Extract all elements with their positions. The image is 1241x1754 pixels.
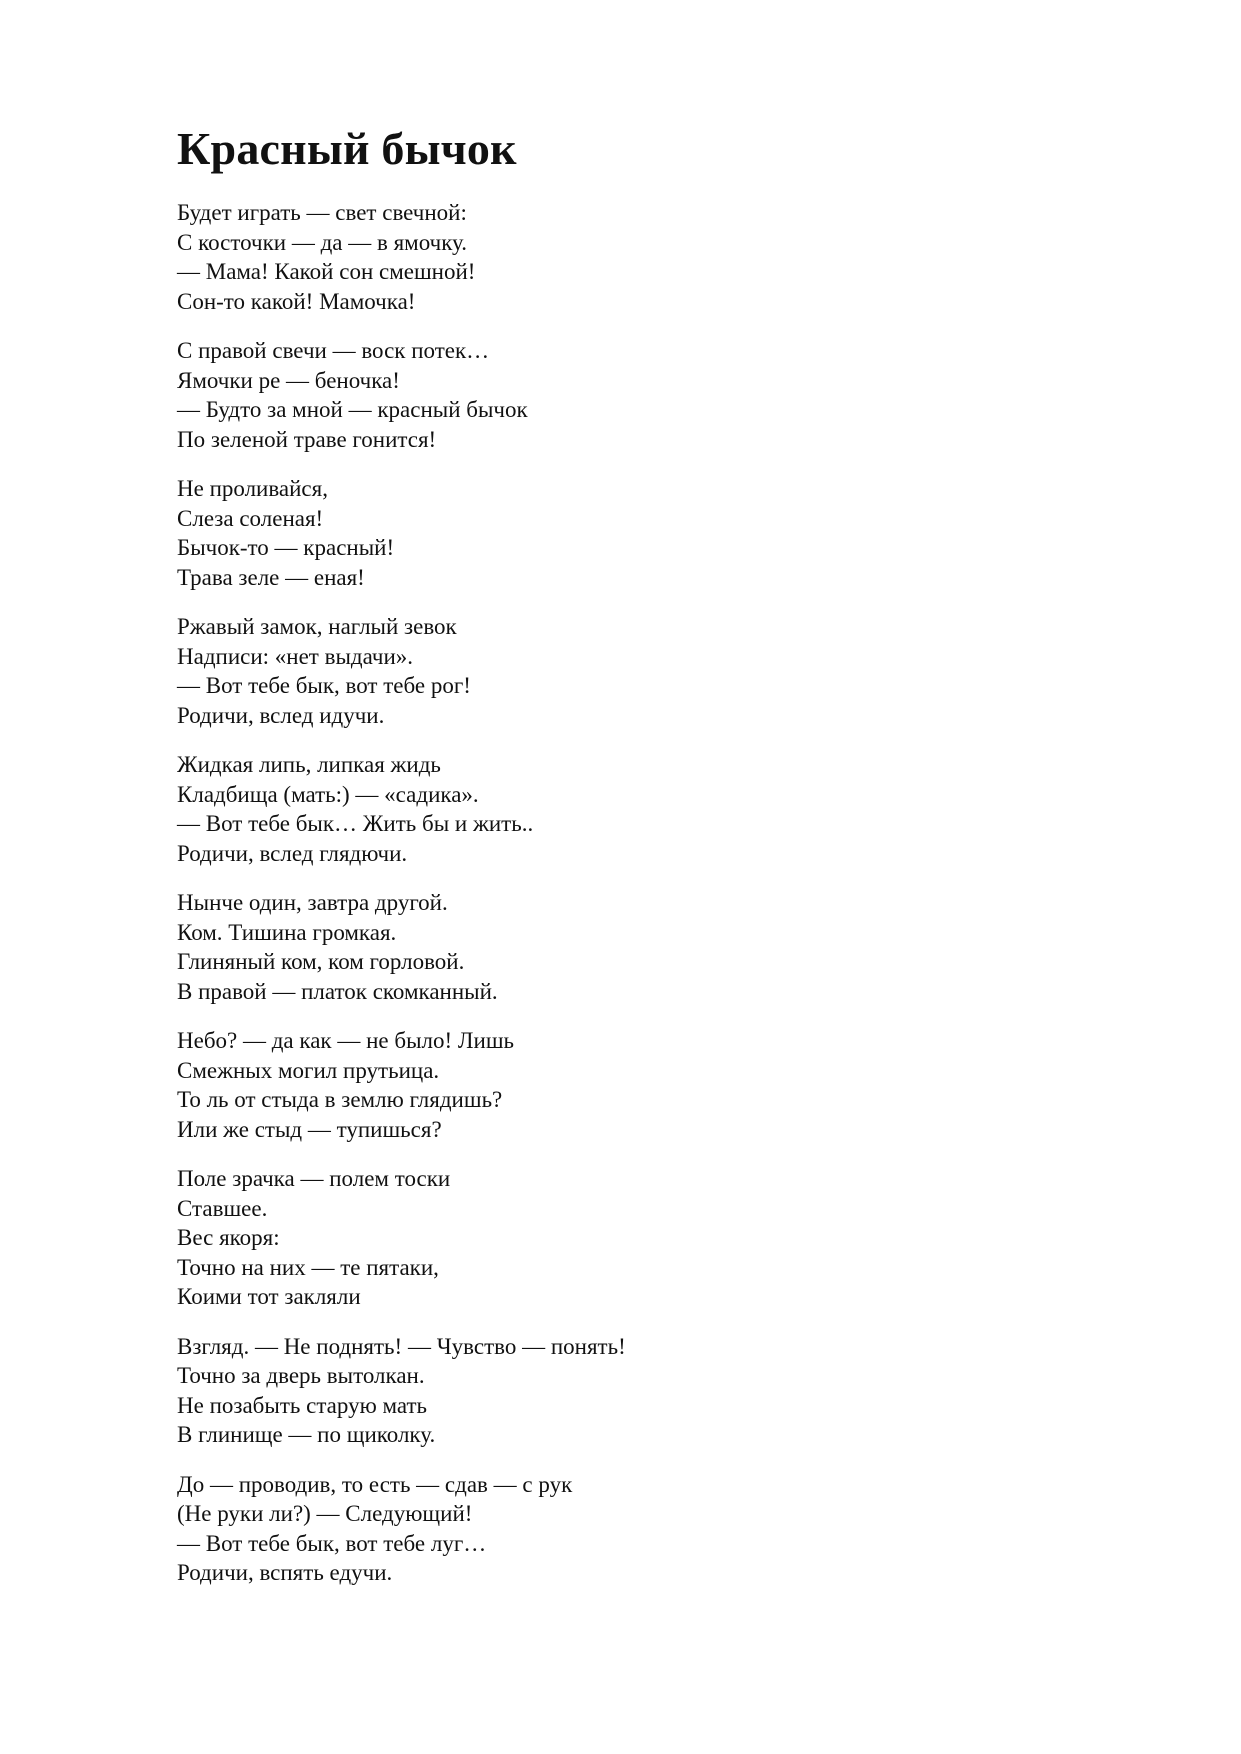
- poem-line: Трава зеле — еная!: [177, 564, 365, 590]
- poem-line: Не проливайся,: [177, 476, 328, 501]
- poem-line: Глиняный ком, ком горловой.: [177, 949, 465, 974]
- poem-line: Или же стыд — тупишься?: [177, 1116, 442, 1142]
- poem-line: Родичи, вспять едучи.: [177, 1560, 393, 1585]
- poem-line: Ком. Тишина громкая.: [177, 919, 397, 945]
- poem-title: Красный бычок: [177, 123, 517, 174]
- poem-line: Жидкая липь, липкая жидь: [177, 752, 441, 777]
- poem-line: До — проводив, то есть — сдав — с рук: [177, 1471, 573, 1497]
- poem-line: Ржавый замок, наглый зевок: [177, 614, 457, 639]
- poem-line: По зеленой траве гонится!: [177, 426, 437, 452]
- stanza: [177, 750, 1077, 868]
- poem-line: Смежных могил прутьица.: [177, 1057, 440, 1083]
- poem-line: В правой — платок скомканный.: [177, 978, 498, 1004]
- stanza: [177, 1470, 1077, 1588]
- poem-line: Бычок-то — красный!: [177, 535, 395, 560]
- poem-line: Будет играть — свет свечной:: [177, 200, 467, 225]
- stanza: [177, 1026, 1077, 1144]
- poem-line: Небо? — да как — не было! Лишь: [177, 1028, 515, 1053]
- poem-line: С правой свечи — воск потек…: [177, 338, 490, 363]
- poem-line: — Будто за мной — красный бычок: [177, 397, 528, 422]
- poem-line: Вес якоря:: [177, 1225, 280, 1250]
- poem-line: — Вот тебе бык, вот тебе рог!: [177, 673, 471, 698]
- stanza: [177, 1164, 1077, 1312]
- poem-line: То ль от стыда в землю глядишь?: [177, 1087, 503, 1112]
- poem-line: — Вот тебе бык, вот тебе луг…: [177, 1530, 487, 1556]
- poem-line: Не позабыть старую мать: [177, 1392, 428, 1418]
- stanza: [177, 888, 1077, 1006]
- poem-line: С косточки — да — в ямочку.: [177, 229, 468, 255]
- stanza: [177, 612, 1077, 730]
- poem-line: — Вот тебе бык… Жить бы и жить..: [177, 811, 534, 836]
- poem-line: Ставшее.: [177, 1195, 268, 1221]
- poem-line: Поле зрачка — полем тоски: [177, 1166, 451, 1191]
- poem-line: Сон-то какой! Мамочка!: [177, 288, 416, 314]
- stanza: [177, 198, 1077, 316]
- poem-line: Ямочки ре — беночка!: [177, 367, 400, 393]
- poem-line: Родичи, вслед глядючи.: [177, 840, 408, 866]
- poem-line: В глинище — по щиколку.: [177, 1422, 436, 1447]
- poem-line: Взгляд. — Не поднять! — Чувство — понять!: [177, 1333, 626, 1359]
- poem-line: — Мама! Какой сон смешной!: [177, 259, 476, 284]
- stanza: [177, 336, 1077, 454]
- poem-line: Надписи: «нет выдачи».: [177, 643, 414, 669]
- stanza: [177, 1332, 1077, 1450]
- poem-line: Нынче один, завтра другой.: [177, 890, 448, 915]
- poem-line: (Не руки ли?) — Следующий!: [177, 1501, 473, 1526]
- poem-line: Точно на них — те пятаки,: [177, 1254, 439, 1280]
- poem-line: Точно за дверь вытолкан.: [177, 1363, 425, 1388]
- stanza: [177, 474, 1077, 592]
- poem-line: Кладбища (мать:) — «садика».: [177, 781, 479, 807]
- poem-line: Слеза соленая!: [177, 505, 324, 531]
- poem: [177, 120, 1077, 1608]
- poem-line: Коими тот закляли: [177, 1284, 361, 1309]
- poem-body: [177, 198, 1077, 1588]
- poem-line: Родичи, вслед идучи.: [177, 702, 385, 728]
